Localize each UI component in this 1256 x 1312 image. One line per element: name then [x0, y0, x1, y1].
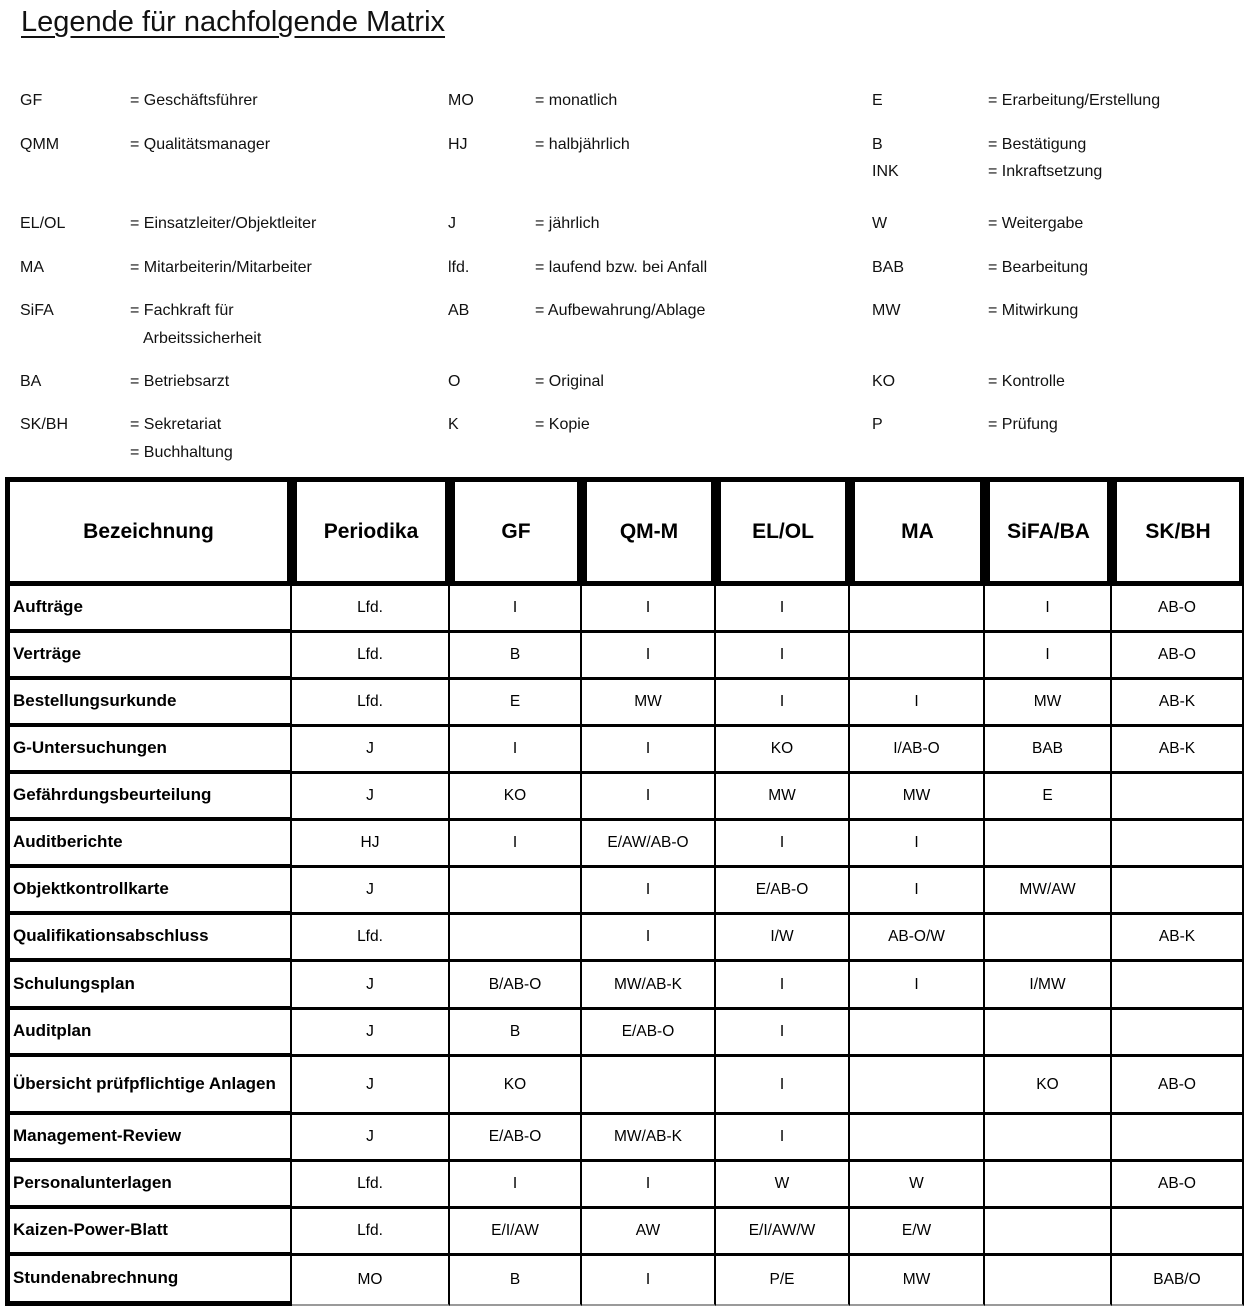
legend-abbr: W	[872, 215, 888, 232]
matrix-cell: AB-O	[1112, 586, 1244, 633]
legend-abbr: MW	[872, 302, 901, 319]
table-row	[5, 586, 1244, 633]
legend-abbr: E	[872, 92, 883, 109]
row-label: Verträge	[5, 633, 292, 680]
legend-definition: = halbjährlich	[535, 136, 630, 153]
matrix-cell	[582, 1057, 716, 1115]
page-title: Legende für nachfolgende Matrix	[21, 6, 446, 38]
legend-definition: = Sekretariat	[130, 416, 222, 433]
matrix-cell: J	[292, 962, 450, 1010]
column-header-skbh: SK/BH	[1112, 477, 1244, 586]
matrix-cell: I	[450, 1162, 582, 1209]
column-header-elol: EL/OL	[716, 477, 850, 586]
legend-abbr: J	[448, 215, 456, 232]
matrix-cell: MO	[292, 1256, 450, 1306]
matrix-cell: MW/AB-K	[582, 1115, 716, 1162]
legend-definition: = Bestätigung	[988, 136, 1087, 153]
matrix-cell: MW/AB-K	[582, 962, 716, 1010]
column-header-periodika: Periodika	[292, 477, 450, 586]
matrix-cell: I	[716, 962, 850, 1010]
matrix-table	[5, 477, 1244, 1306]
legend-abbr: AB	[448, 302, 470, 319]
legend-abbr: lfd.	[448, 259, 470, 276]
matrix-cell	[985, 821, 1112, 868]
row-label: Kaizen-Power-Blatt	[5, 1209, 292, 1256]
matrix-cell: I/AB-O	[850, 727, 985, 774]
matrix-cell	[985, 1115, 1112, 1162]
column-header-sifaba: SiFA/BA	[985, 477, 1112, 586]
matrix-cell: I	[716, 1115, 850, 1162]
matrix-cell: BAB	[985, 727, 1112, 774]
legend-abbr: GF	[20, 92, 43, 109]
matrix-cell: W	[850, 1162, 985, 1209]
table-row	[5, 1162, 1244, 1209]
legend-abbr: SK/BH	[20, 416, 69, 433]
legend-abbr: B	[872, 136, 883, 153]
matrix-cell	[985, 1256, 1112, 1306]
legend-abbr: BAB	[872, 259, 905, 276]
matrix-cell: MW	[850, 1256, 985, 1306]
legend-abbr: QMM	[20, 136, 60, 153]
matrix-cell: MW	[850, 774, 985, 821]
matrix-cell	[1112, 868, 1244, 915]
matrix-cell	[850, 586, 985, 633]
legend-definition: = laufend bzw. bei Anfall	[535, 259, 708, 276]
legend-definition: = jährlich	[535, 215, 600, 232]
matrix-cell: I	[582, 774, 716, 821]
table-row	[5, 1057, 1244, 1115]
matrix-cell	[850, 1010, 985, 1057]
matrix-cell: I	[582, 1162, 716, 1209]
legend-abbr: KO	[872, 373, 896, 390]
matrix-cell: Lfd.	[292, 1162, 450, 1209]
matrix-cell: MW	[985, 680, 1112, 727]
matrix-cell: AB-O	[1112, 1162, 1244, 1209]
table-row	[5, 680, 1244, 727]
matrix-cell: HJ	[292, 821, 450, 868]
matrix-cell: J	[292, 774, 450, 821]
legend-definition: = Kontrolle	[988, 373, 1065, 390]
matrix-cell: AB-K	[1112, 727, 1244, 774]
legend-definition: = Betriebsarzt	[130, 373, 230, 390]
matrix-cell: KO	[450, 774, 582, 821]
legend-definition: = Bearbeitung	[988, 259, 1089, 276]
legend-abbr: EL/OL	[20, 215, 66, 232]
matrix-cell: MW/AW	[985, 868, 1112, 915]
table-row	[5, 774, 1244, 821]
matrix-cell: E/I/AW/W	[716, 1209, 850, 1256]
table-row	[5, 1010, 1244, 1057]
table-row	[5, 962, 1244, 1010]
matrix-cell: E/AB-O	[450, 1115, 582, 1162]
legend-abbr: INK	[872, 163, 899, 180]
matrix-cell: B/AB-O	[450, 962, 582, 1010]
matrix-cell	[985, 1010, 1112, 1057]
matrix-cell	[1112, 1209, 1244, 1256]
matrix-cell: Lfd.	[292, 680, 450, 727]
matrix-cell: E	[985, 774, 1112, 821]
matrix-cell: I	[582, 586, 716, 633]
matrix-cell: I	[716, 1057, 850, 1115]
legend-definition: = Fachkraft für	[130, 302, 234, 319]
matrix-cell: AB-O	[1112, 633, 1244, 680]
matrix-cell: KO	[716, 727, 850, 774]
matrix-cell: P/E	[716, 1256, 850, 1306]
matrix-cell: I	[450, 821, 582, 868]
legend-definition: = Geschäftsführer	[130, 92, 258, 109]
row-label: Qualifikationsabschluss	[5, 915, 292, 962]
matrix-cell	[985, 1162, 1112, 1209]
matrix-cell: I	[582, 727, 716, 774]
legend-definition-line2: = Buchhaltung	[130, 444, 233, 461]
matrix-cell: I	[850, 680, 985, 727]
matrix-cell: I	[582, 1256, 716, 1306]
row-label: Auditberichte	[5, 821, 292, 868]
matrix-cell: B	[450, 1256, 582, 1306]
legend-abbr: BA	[20, 373, 42, 390]
matrix-header-row	[5, 477, 1244, 586]
table-row	[5, 727, 1244, 774]
matrix-cell: AB-O	[1112, 1057, 1244, 1115]
matrix-cell: I/W	[716, 915, 850, 962]
legend-definition-line2: Arbeitssicherheit	[143, 330, 262, 347]
row-label: Personalunterlagen	[5, 1162, 292, 1209]
matrix-cell: MW	[716, 774, 850, 821]
matrix-cell: B	[450, 633, 582, 680]
matrix-cell	[850, 1057, 985, 1115]
matrix-cell: I/MW	[985, 962, 1112, 1010]
matrix-cell: I	[582, 915, 716, 962]
matrix-cell	[1112, 774, 1244, 821]
matrix-cell: I	[716, 633, 850, 680]
matrix-cell	[850, 1115, 985, 1162]
matrix-cell: I	[582, 633, 716, 680]
matrix-cell: E	[450, 680, 582, 727]
matrix-cell: AB-K	[1112, 680, 1244, 727]
matrix-cell: Lfd.	[292, 586, 450, 633]
matrix-cell	[1112, 1010, 1244, 1057]
matrix-cell: Lfd.	[292, 633, 450, 680]
matrix-cell: MW	[582, 680, 716, 727]
matrix-cell: W	[716, 1162, 850, 1209]
matrix-cell: AW	[582, 1209, 716, 1256]
legend-abbr: P	[872, 416, 883, 433]
table-row	[5, 633, 1244, 680]
matrix-cell	[985, 915, 1112, 962]
table-row	[5, 1115, 1244, 1162]
table-row	[5, 1256, 1244, 1306]
matrix-cell	[985, 1209, 1112, 1256]
legend-definition: = Mitwirkung	[988, 302, 1079, 319]
matrix-cell: I	[850, 962, 985, 1010]
column-header-gf: GF	[450, 477, 582, 586]
legend	[0, 0, 1256, 477]
legend-definition: = Einsatzleiter/Objektleiter	[130, 215, 317, 232]
legend-abbr: MO	[448, 92, 474, 109]
row-label: Aufträge	[5, 586, 292, 633]
row-label: Stundenabrechnung	[5, 1256, 292, 1306]
matrix-cell: Lfd.	[292, 1209, 450, 1256]
matrix-cell: I	[850, 868, 985, 915]
legend-definition: = Aufbewahrung/Ablage	[535, 302, 706, 319]
matrix-cell: I	[716, 680, 850, 727]
row-label: G-Untersuchungen	[5, 727, 292, 774]
legend-abbr: HJ	[448, 136, 468, 153]
table-row	[5, 821, 1244, 868]
matrix-cell: I	[450, 586, 582, 633]
row-label: Objektkontrollkarte	[5, 868, 292, 915]
matrix-cell	[850, 633, 985, 680]
matrix-cell: I	[985, 586, 1112, 633]
matrix-cell: E/AW/AB-O	[582, 821, 716, 868]
matrix-cell: KO	[985, 1057, 1112, 1115]
matrix-cell: I	[582, 868, 716, 915]
matrix-cell: BAB/O	[1112, 1256, 1244, 1306]
matrix-cell	[450, 868, 582, 915]
matrix-cell: E/AB-O	[716, 868, 850, 915]
matrix-cell: Lfd.	[292, 915, 450, 962]
legend-definition: = Prüfung	[988, 416, 1058, 433]
matrix-cell: AB-O/W	[850, 915, 985, 962]
matrix-cell: E/W	[850, 1209, 985, 1256]
matrix-cell	[1112, 821, 1244, 868]
column-header-qmm: QM-M	[582, 477, 716, 586]
row-label: Management-Review	[5, 1115, 292, 1162]
matrix-cell: I	[985, 633, 1112, 680]
row-label: Auditplan	[5, 1010, 292, 1057]
matrix-cell: I	[450, 727, 582, 774]
matrix-cell: J	[292, 1115, 450, 1162]
legend-abbr: SiFA	[20, 302, 54, 319]
legend-definition: = Kopie	[535, 416, 590, 433]
matrix-cell: E/AB-O	[582, 1010, 716, 1057]
matrix-cell: I	[716, 821, 850, 868]
matrix-cell: J	[292, 1057, 450, 1115]
legend-definition: = Mitarbeiterin/Mitarbeiter	[130, 259, 312, 276]
table-row	[5, 915, 1244, 962]
legend-definition: = Weitergabe	[988, 215, 1084, 232]
matrix-cell: B	[450, 1010, 582, 1057]
column-header-bezeichnung: Bezeichnung	[5, 477, 292, 586]
table-row	[5, 1209, 1244, 1256]
matrix-cell	[450, 915, 582, 962]
matrix-body	[5, 586, 1244, 1306]
legend-abbr: MA	[20, 259, 44, 276]
row-label: Übersicht prüfpflichtige Anlagen	[5, 1057, 292, 1115]
legend-definition: = Original	[535, 373, 604, 390]
matrix-cell: I	[716, 586, 850, 633]
matrix-cell: J	[292, 868, 450, 915]
legend-definition: = monatlich	[535, 92, 618, 109]
matrix-cell: AB-K	[1112, 915, 1244, 962]
matrix-cell	[1112, 962, 1244, 1010]
legend-definition: = Erarbeitung/Erstellung	[988, 92, 1161, 109]
legend-definition: = Qualitätsmanager	[130, 136, 271, 153]
matrix-cell: J	[292, 1010, 450, 1057]
row-label: Bestellungsurkunde	[5, 680, 292, 727]
matrix-cell: J	[292, 727, 450, 774]
legend-definition: = Inkraftsetzung	[988, 163, 1103, 180]
matrix-cell: I	[716, 1010, 850, 1057]
matrix-cell	[1112, 1115, 1244, 1162]
column-header-ma: MA	[850, 477, 985, 586]
row-label: Schulungsplan	[5, 962, 292, 1010]
legend-abbr: K	[448, 416, 459, 433]
matrix-cell: I	[850, 821, 985, 868]
table-row	[5, 868, 1244, 915]
matrix-cell: E/I/AW	[450, 1209, 582, 1256]
matrix-cell: KO	[450, 1057, 582, 1115]
row-label: Gefährdungsbeurteilung	[5, 774, 292, 821]
legend-abbr: O	[448, 373, 461, 390]
